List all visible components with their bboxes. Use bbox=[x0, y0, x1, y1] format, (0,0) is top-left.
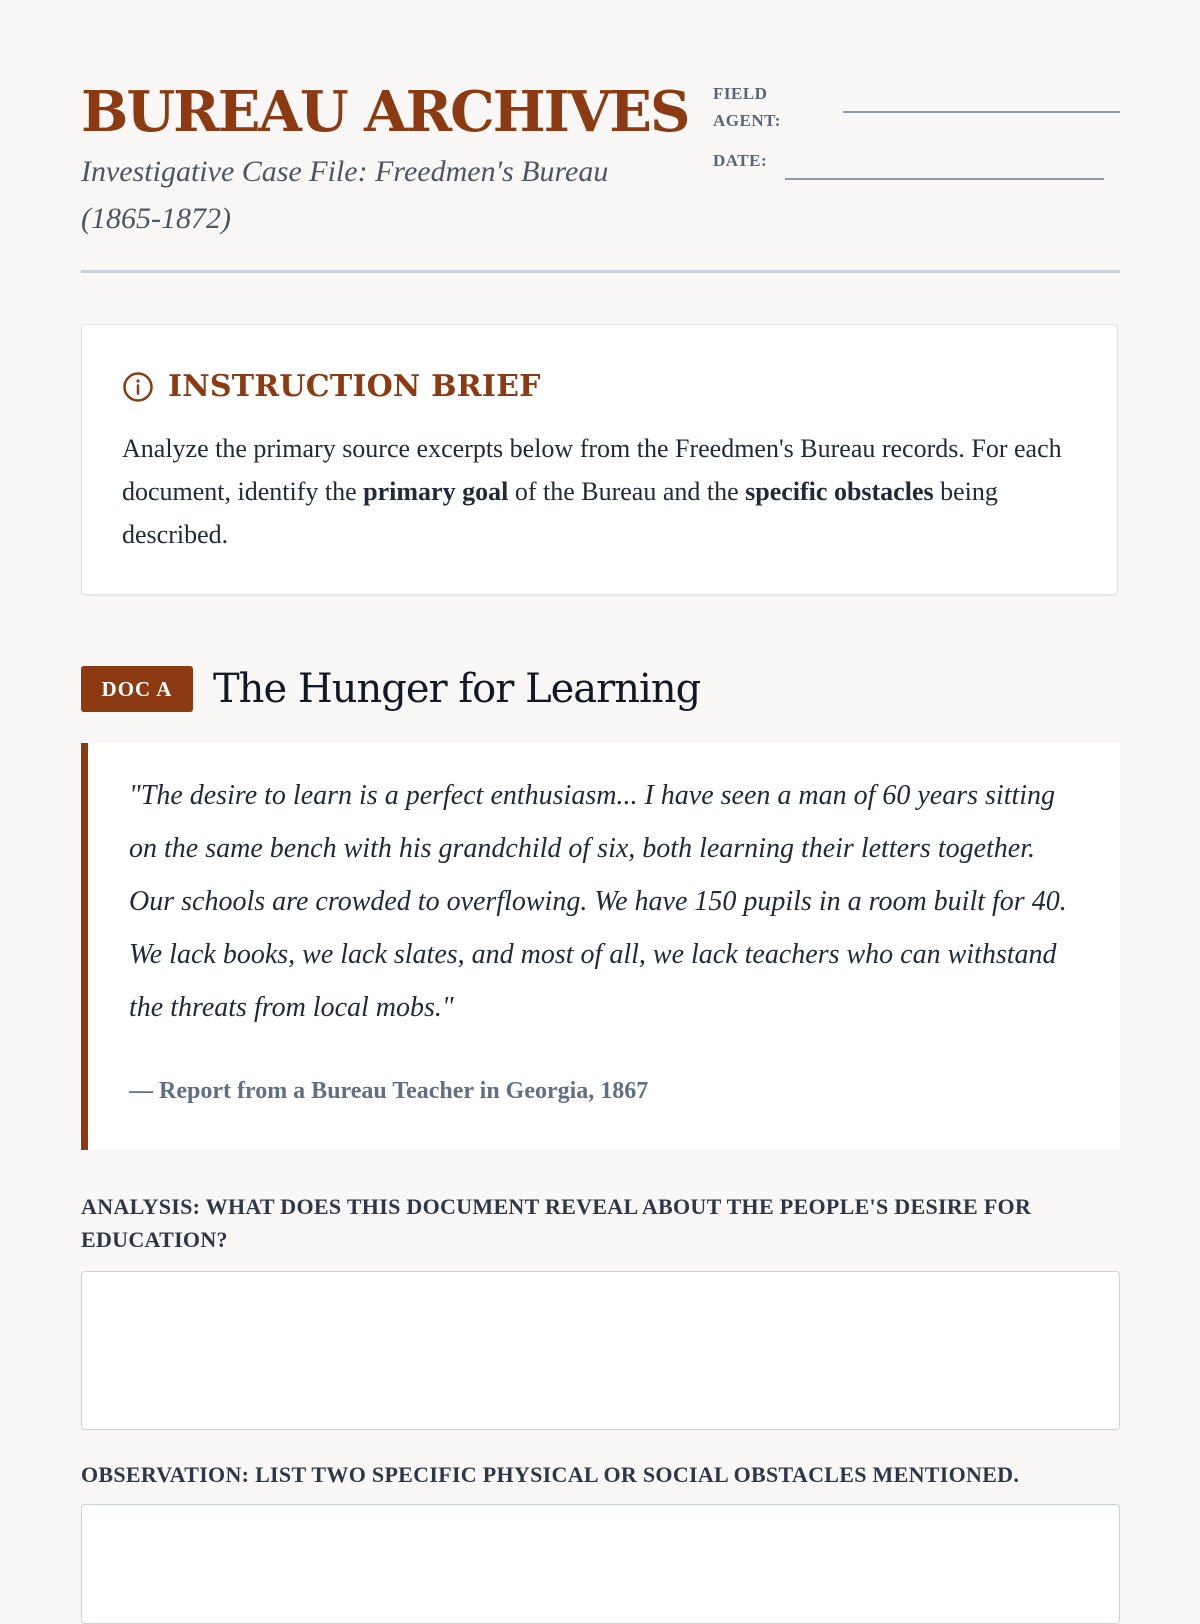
doc-badge: DOC A bbox=[81, 666, 193, 712]
document-heading bbox=[81, 666, 700, 712]
info-circle-icon bbox=[122, 371, 154, 403]
field-agent-input-line[interactable] bbox=[843, 111, 1120, 113]
page-title: BUREAU ARCHIVES bbox=[81, 79, 689, 145]
case-file-page bbox=[81, 0, 1120, 1487]
quote-text: "The desire to learn is a perfect enthusiasm... I have seen a man of 60 years sitting on the same bench with his grandchild of six, both learning their letters together. Our schools are crowded to overflowing. We have 150 pupils in a room built for 40. We lack books, we lack slates, and most of all, we lack teachers who can withstand the threats from local mobs." bbox=[129, 780, 1067, 1023]
date-label: DATE: bbox=[713, 151, 768, 170]
instruction-brief-title: INSTRUCTION BRIEF bbox=[168, 369, 541, 404]
analysis-question-label: ANALYSIS: WHAT DOES THIS DOCUMENT REVEAL ABOUT THE PEOPLE'S DESIRE FOR EDUCATION? bbox=[81, 1194, 1032, 1252]
page-header bbox=[81, 0, 1120, 273]
brief-text-part: being described. bbox=[122, 477, 998, 549]
date-input-line[interactable] bbox=[785, 178, 1104, 180]
instruction-brief-card bbox=[81, 324, 1118, 595]
observation-answer-box[interactable] bbox=[81, 1504, 1120, 1624]
page-subtitle: Investigative Case File: Freedmen's Bureau (1865-1872) bbox=[81, 155, 609, 235]
brief-text-part: of the Bureau and the bbox=[508, 477, 746, 506]
field-agent-label-line1: FIELD bbox=[713, 84, 768, 103]
field-agent-label-line2: AGENT: bbox=[713, 111, 781, 130]
instruction-brief-header bbox=[122, 369, 541, 404]
brief-emphasis-primary-goal: primary goal bbox=[363, 477, 509, 506]
instruction-brief-text bbox=[122, 427, 1082, 556]
primary-source-quote bbox=[81, 743, 1120, 1150]
observation-question-label: OBSERVATION: LIST TWO SPECIFIC PHYSICAL OR SOCIAL OBSTACLES MENTIONED. bbox=[81, 1462, 1020, 1487]
brief-emphasis-specific-obstacles: specific obstacles bbox=[745, 477, 934, 506]
brief-text-part: Analyze the primary source excerpts below from the Freedmen's Bureau records. For each document, identify the bbox=[122, 434, 1062, 506]
document-title: The Hunger for Learning bbox=[213, 666, 701, 712]
quote-citation: — Report from a Bureau Teacher in Georgia, 1867 bbox=[129, 1078, 649, 1104]
analysis-answer-box[interactable] bbox=[81, 1271, 1120, 1430]
